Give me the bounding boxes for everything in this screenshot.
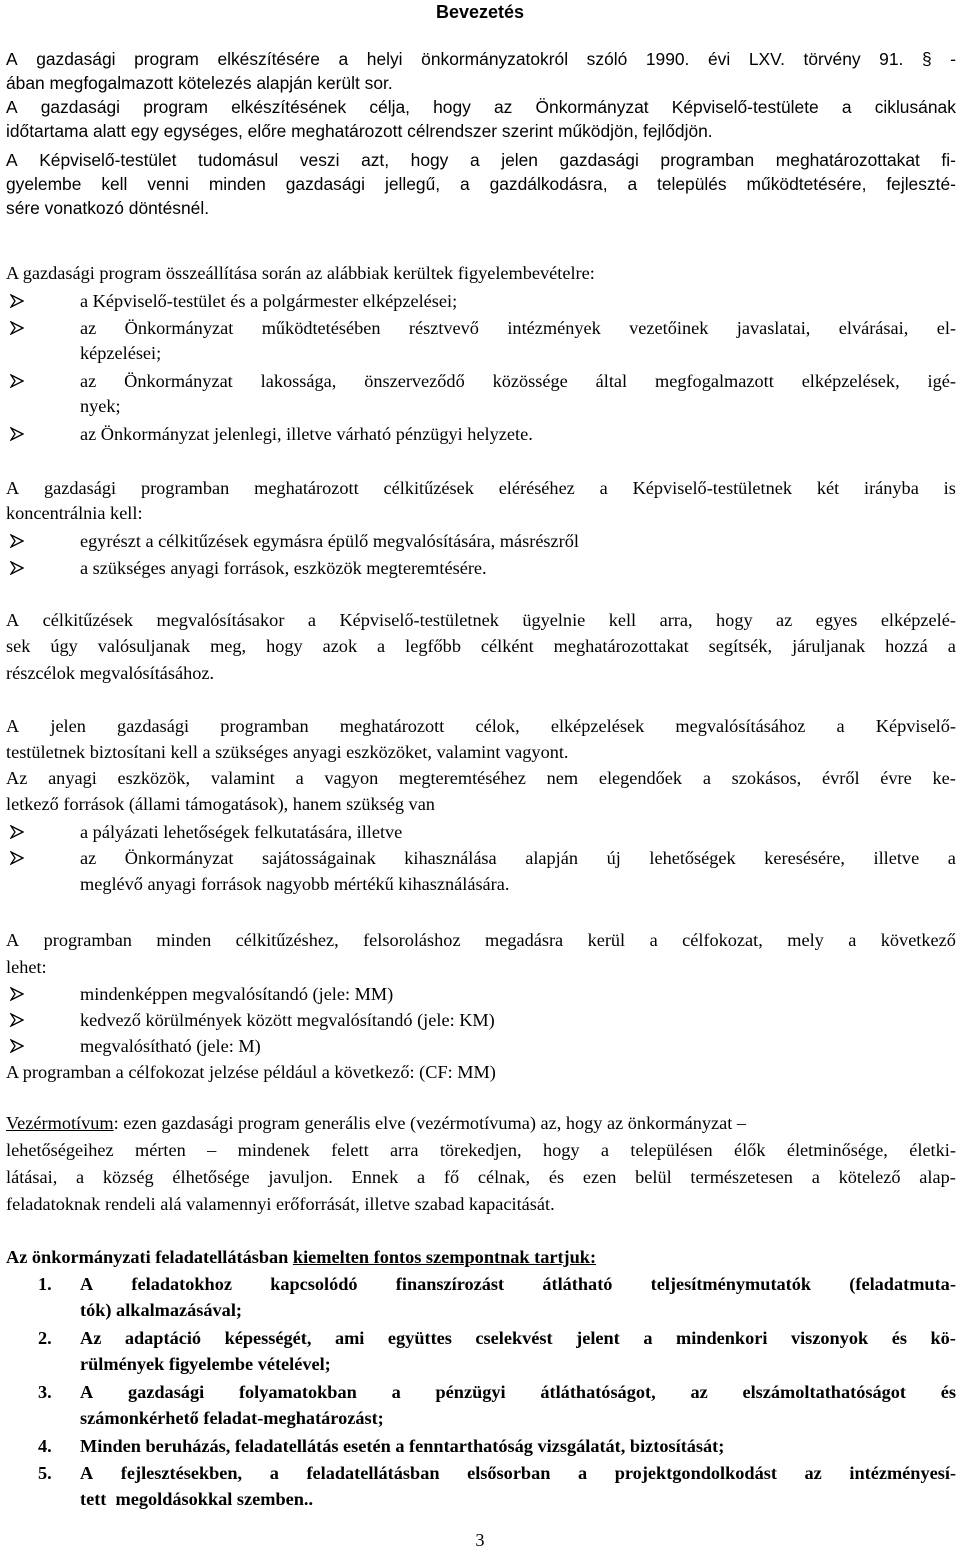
paragraph-line: testületnek biztosítani kell a szükséges anyagi eszközöket, valamint vagyont. (6, 742, 569, 762)
paragraph-line: A programban minden célkitűzéshez, felsoroláshoz megadásra kerül a célfokozat, mely a következő (6, 930, 956, 950)
priority-item: Az adaptáció képességét, ami együttes cselekvést jelent a mindenkori viszonyok és kö- (80, 1328, 956, 1348)
arrow-bullet-icon (10, 820, 26, 844)
list-item: az Önkormányzat lakossága, önszerveződő közössége által megfogalmazott elképzelések, igé- (80, 371, 956, 391)
list-item: kedvező körülmények között megvalósítandó (jele: KM) (80, 1010, 495, 1030)
paragraph-line: lehet: (6, 957, 47, 977)
intro-line: A gazdasági program elkészítésére a helyi önkormányzatokról szóló 1990. évi LXV. törvény 91. § - (6, 49, 956, 69)
intro-line: időtartama alatt egy egységes, előre meghatározott célrendszer szerint működjön, fejlődjön. (6, 121, 713, 141)
priority-item-continuation: számonkérhető feladat-meghatározást; (80, 1408, 384, 1428)
list-item: az Önkormányzat működtetésében résztvevő intézmények vezetőinek javaslatai, elvárásai, el- (80, 318, 956, 338)
arrow-bullet-icon (10, 982, 26, 1006)
list-item: a szükséges anyagi források, eszközök megteremtésére. (80, 558, 487, 578)
list-item-continuation: nyek; (80, 396, 121, 416)
arrow-bullet-icon (10, 316, 26, 340)
arrow-bullet-icon (10, 422, 26, 446)
priority-item: A fejlesztésekben, a feladatellátásban elsősorban a projektgondolkodást az intézményesí- (80, 1463, 956, 1483)
list-item-continuation: képzelései; (80, 343, 162, 363)
vezermotivum-label: Vezérmotívum (6, 1113, 114, 1133)
list-item: a Képviselő-testület és a polgármester elképzelései; (80, 291, 458, 311)
page-number: 3 (475, 1530, 485, 1550)
list-item: a pályázati lehetőségek felkutatására, illetve (80, 822, 403, 842)
priority-number: 5. (38, 1463, 52, 1483)
vezermotivum-line (6, 1111, 956, 1135)
paragraph-line: látásai, a község élhetősége javuljon. Ennek a fő célnak, és ezen belül természetesen a kötelező alap- (6, 1167, 956, 1187)
list-item: az Önkormányzat sajátosságainak kihasználása alapján új lehetőségek keresésére, illetve a (80, 848, 956, 868)
list-item: egyrészt a célkitűzések egymásra épülő megvalósítására, másrészről (80, 531, 579, 551)
paragraph-line: A jelen gazdasági programban meghatározott célok, elképzelések megvalósításához a Képviselő- (6, 716, 956, 736)
section-lead: koncentrálnia kell: (6, 503, 143, 523)
priority-item-continuation: tett megoldásokkal szemben.. (80, 1489, 314, 1509)
arrow-bullet-icon (10, 1034, 26, 1058)
paragraph-line: lehetőségeihez mérten – mindenek felett arra törekedjen, hogy a településen élők életminősége, életki- (6, 1140, 956, 1160)
priority-item: Minden beruházás, feladatellátás esetén a fenntarthatóság vizsgálatát, biztosítását; (80, 1436, 725, 1456)
paragraph-line: Az anyagi eszközök, valamint a vagyon megteremtéséhez nem elegendőek a szokásos, évről évre ke- (6, 768, 956, 788)
intro-line: A Képviselő-testület tudomásul veszi azt, hogy a jelen gazdasági programban meghatározottakat fi- (6, 150, 956, 170)
arrow-bullet-icon (10, 846, 26, 870)
list-item-continuation: meglévő anyagi források nagyobb mértékű kihasználására. (80, 874, 510, 894)
priority-item-continuation: tók) alkalmazásával; (80, 1300, 242, 1320)
list-item: megvalósítható (jele: M) (80, 1036, 261, 1056)
intro-line: ában megfogalmazott kötelezés alapján került sor. (6, 73, 393, 93)
vezermotivum-text: : ezen gazdasági program generális elve (vezérmotívuma) az, hogy az önkormányzat – (113, 1113, 747, 1133)
priority-item: A gazdasági folyamatokban a pénzügyi átláthatóságot, az elszámoltathatóságot és (80, 1382, 956, 1402)
arrow-bullet-icon (10, 289, 26, 313)
paragraph-line: A célkitűzések megvalósításakor a Képviselő-testületnek ügyelnie kell arra, hogy az egyes elképzelé- (6, 610, 956, 630)
list-item: az Önkormányzat jelenlegi, illetve várható pénzügyi helyzete. (80, 424, 533, 444)
priority-number: 2. (38, 1328, 52, 1348)
page-title: Bevezetés (435, 2, 525, 22)
section-lead: A gazdasági programban meghatározott célkitűzések eléréséhez a Képviselő-testületnek két irányba is (6, 478, 956, 498)
list-item: mindenképpen megvalósítandó (jele: MM) (80, 984, 394, 1004)
arrow-bullet-icon (10, 529, 26, 553)
arrow-bullet-icon (10, 556, 26, 580)
intro-line: gyelembe kell venni minden gazdasági jellegű, a gazdálkodásra, a település működtetésére, fejleszté- (6, 174, 956, 194)
paragraph-line: letkező források (állami támogatások), hanem szükség van (6, 794, 435, 814)
celfokozat-example: A programban a célfokozat jelzése például a következő: (CF: MM) (6, 1062, 496, 1082)
paragraph-line: részcélok megvalósításához. (6, 663, 215, 683)
intro-line: A gazdasági program elkészítésének célja, hogy az Önkormányzat Képviselő-testülete a ciklusának (6, 97, 956, 117)
arrow-bullet-icon (10, 1008, 26, 1032)
priority-item: A feladatokhoz kapcsolódó finanszírozást átlátható teljesítménymutatók (feladatmuta- (80, 1274, 956, 1294)
priority-number: 1. (38, 1274, 52, 1294)
priority-number: 4. (38, 1436, 52, 1456)
paragraph-line: sek úgy valósuljanak meg, hogy azok a legfőbb célként meghatározottakat segítsék, járuljanak hozzá a (6, 636, 956, 656)
priority-number: 3. (38, 1382, 52, 1402)
priority-item-continuation: rülmények figyelembe vételével; (80, 1354, 331, 1374)
intro-line: sére vonatkozó döntésnél. (6, 198, 210, 218)
paragraph-line: feladatoknak rendeli alá valamennyi erőforrását, illetve szabad kapacitását. (6, 1194, 555, 1214)
priorities-heading: Az önkormányzati feladatellátásban kiemelten fontos szempontnak tartjuk: (6, 1247, 597, 1267)
arrow-bullet-icon (10, 369, 26, 393)
section-lead: A gazdasági program összeállítása során az alábbiak kerültek figyelembevételre: (6, 263, 595, 283)
